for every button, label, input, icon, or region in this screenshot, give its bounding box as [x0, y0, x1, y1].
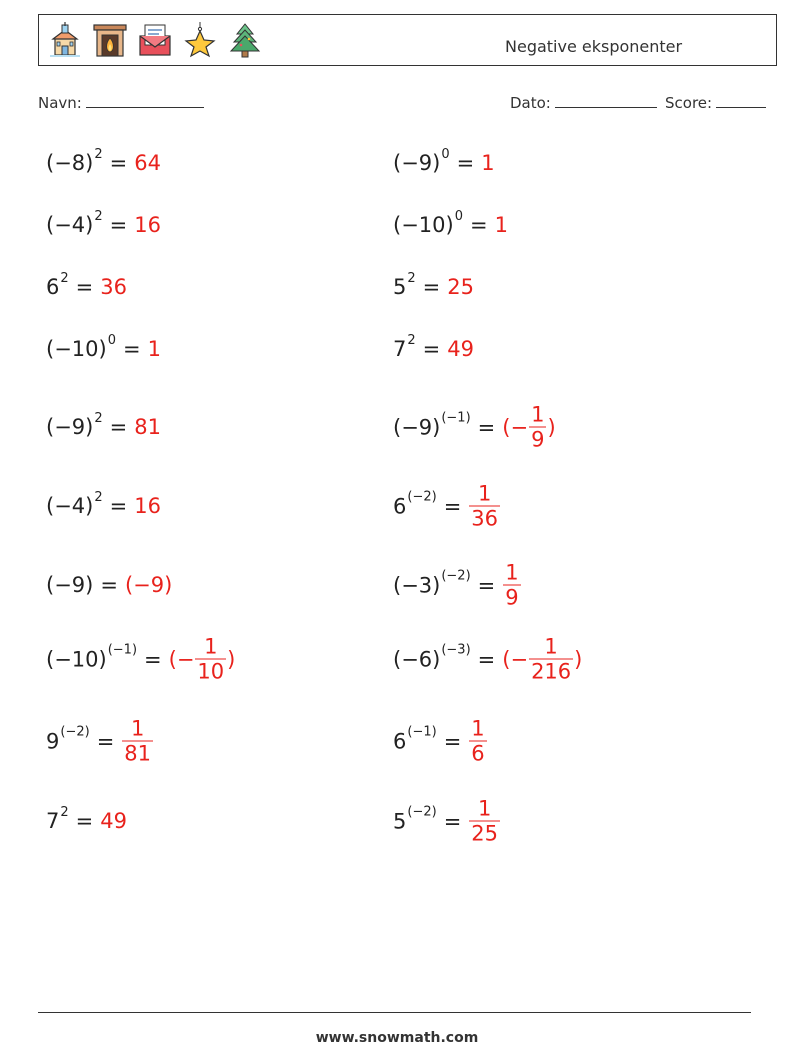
problem-exponent: 2	[407, 270, 416, 286]
score-field	[665, 93, 766, 112]
score-blank[interactable]	[716, 93, 766, 108]
problem-answer: 1	[494, 213, 508, 237]
problem-base: (−9)	[393, 151, 441, 175]
problem-base: (−9)	[46, 573, 94, 597]
date-blank[interactable]	[555, 93, 657, 108]
problem-answer	[468, 482, 501, 531]
problem-item	[393, 332, 474, 361]
problem-answer	[468, 797, 501, 846]
answer-suffix: )	[574, 647, 583, 671]
answer-fraction	[122, 717, 153, 766]
problem-exponent: 0	[454, 208, 463, 224]
equals-sign: =	[422, 275, 441, 299]
problem-base: 7	[46, 809, 60, 833]
equals-sign: =	[109, 151, 128, 175]
equals-sign: =	[477, 573, 496, 597]
problem-answer: 1	[147, 337, 161, 361]
problem-item	[393, 208, 508, 237]
answer-fraction	[469, 797, 500, 846]
name-blank[interactable]	[86, 93, 204, 108]
problem-base: 6	[393, 494, 407, 518]
problem-exponent: (−2)	[407, 804, 437, 820]
problem-exponent: 2	[60, 804, 69, 820]
problem-answer: 1	[481, 151, 495, 175]
problem-answer	[121, 717, 154, 766]
answer-fraction	[529, 635, 573, 684]
equals-sign: =	[443, 809, 462, 833]
equals-sign: =	[109, 415, 128, 439]
fraction-numerator: 1	[130, 716, 145, 741]
answer-suffix: )	[547, 415, 556, 439]
problem-answer: 25	[447, 275, 474, 299]
problem-item	[46, 332, 161, 361]
problem-item	[46, 208, 161, 237]
equals-sign: =	[443, 494, 462, 518]
problem-exponent: 2	[94, 410, 103, 426]
answer-suffix: )	[227, 647, 236, 671]
problem-exponent: 2	[94, 208, 103, 224]
fraction-numerator: 1	[477, 796, 492, 821]
problem-answer: 49	[447, 337, 474, 361]
problem-base: 6	[393, 729, 407, 753]
footer-divider	[38, 1012, 751, 1013]
problem-base: (−10)	[46, 337, 107, 361]
fraction-denominator: 216	[531, 659, 572, 684]
problem-base: (−3)	[393, 573, 441, 597]
equals-sign: =	[477, 415, 496, 439]
fraction-denominator: 81	[124, 741, 152, 766]
problem-item	[393, 270, 474, 299]
fraction-denominator: 9	[505, 585, 519, 610]
church-icon	[47, 22, 83, 58]
problem-exponent: (−1)	[441, 410, 471, 426]
problem-exponent: (−3)	[441, 642, 471, 658]
date-field	[510, 93, 657, 112]
fraction-numerator: 1	[477, 481, 492, 506]
equals-sign: =	[75, 275, 94, 299]
problem-base: (−6)	[393, 647, 441, 671]
problem-answer	[468, 717, 487, 766]
problem-exponent: (−2)	[60, 724, 90, 740]
problem-answer: 49	[100, 809, 127, 833]
problem-exponent: (−2)	[441, 568, 471, 584]
equals-sign: =	[477, 647, 496, 671]
problem-item	[46, 573, 172, 597]
problem-item	[393, 635, 582, 684]
problem-item	[393, 482, 501, 531]
equals-sign: =	[100, 573, 118, 597]
problem-base: 9	[46, 729, 60, 753]
equals-sign: =	[144, 647, 162, 671]
problem-base: 6	[46, 275, 60, 299]
problem-answer	[502, 403, 555, 452]
equals-sign: =	[109, 494, 128, 518]
equals-sign: =	[75, 809, 94, 833]
equals-sign: =	[443, 729, 462, 753]
problem-base: (−8)	[46, 151, 94, 175]
answer-fraction	[469, 482, 500, 531]
fireplace-icon	[92, 22, 128, 58]
problem-item	[393, 146, 495, 175]
problem-item	[46, 635, 235, 684]
problem-base: 5	[393, 275, 407, 299]
christmas-tree-icon	[227, 22, 263, 58]
problem-exponent: 0	[107, 332, 116, 348]
name-field	[38, 93, 204, 112]
star-icon	[182, 22, 218, 58]
fraction-numerator: 1	[531, 402, 545, 427]
problem-answer: 16	[134, 213, 161, 237]
fraction-denominator: 6	[471, 741, 485, 766]
problem-base: 5	[393, 809, 407, 833]
problem-answer: 16	[134, 494, 161, 518]
problem-item	[46, 146, 161, 175]
header-box	[38, 14, 777, 66]
problem-base: (−4)	[46, 494, 94, 518]
answer-fraction	[503, 561, 520, 610]
problem-answer	[502, 635, 582, 684]
problem-item	[46, 410, 161, 439]
problem-exponent: (−1)	[407, 724, 437, 740]
problem-item	[46, 804, 127, 833]
problem-base: (−10)	[46, 647, 107, 671]
score-label: Score:	[665, 94, 713, 112]
footer-url: www.snowmath.com	[315, 1030, 479, 1046]
equals-sign: =	[469, 213, 488, 237]
equals-sign: =	[456, 151, 475, 175]
problem-base: (−4)	[46, 213, 94, 237]
equals-sign: =	[109, 213, 128, 237]
answer-fraction	[195, 635, 226, 684]
problem-base: (−10)	[393, 213, 454, 237]
problem-exponent: 0	[441, 146, 450, 162]
fraction-numerator: 1	[505, 560, 519, 585]
problem-answer: 81	[134, 415, 161, 439]
fraction-denominator: 9	[531, 427, 545, 452]
problem-exponent: (−1)	[107, 642, 138, 658]
date-label: Dato:	[510, 94, 551, 112]
problem-answer	[502, 561, 521, 610]
problem-base: (−9)	[393, 415, 441, 439]
fraction-numerator: 1	[471, 716, 485, 741]
problem-answer: 64	[134, 151, 161, 175]
problem-item	[46, 270, 127, 299]
header-icons	[47, 22, 263, 58]
answer-prefix: (−	[168, 647, 195, 671]
problem-base: (−9)	[46, 415, 94, 439]
fraction-numerator: 1	[204, 634, 218, 659]
fraction-denominator: 36	[471, 506, 499, 531]
problem-exponent: 2	[407, 332, 416, 348]
answer-prefix: (−	[502, 647, 529, 671]
problem-exponent: (−2)	[407, 489, 437, 505]
fraction-denominator: 25	[471, 821, 499, 846]
problem-exponent: 2	[94, 146, 103, 162]
problem-item	[46, 489, 161, 518]
problem-exponent: 2	[94, 489, 103, 505]
answer-fraction	[529, 403, 546, 452]
fraction-denominator: 10	[197, 659, 225, 684]
letter-icon	[137, 22, 173, 58]
equals-sign: =	[96, 729, 115, 753]
problem-answer: (−9)	[124, 573, 173, 597]
problem-item	[393, 403, 556, 452]
sheet-title: Negative eksponenter	[505, 37, 683, 56]
fraction-numerator: 1	[544, 634, 558, 659]
problem-item	[393, 717, 488, 766]
answer-fraction	[469, 717, 486, 766]
name-label: Navn:	[38, 94, 82, 112]
problem-answer: 36	[100, 275, 127, 299]
problem-item	[393, 561, 522, 610]
problem-item	[46, 717, 154, 766]
answer-prefix: (−	[502, 415, 529, 439]
problem-item	[393, 797, 501, 846]
problem-exponent: 2	[60, 270, 69, 286]
problem-base: 7	[393, 337, 407, 361]
equals-sign: =	[422, 337, 441, 361]
problem-answer	[169, 635, 236, 684]
equals-sign: =	[122, 337, 141, 361]
